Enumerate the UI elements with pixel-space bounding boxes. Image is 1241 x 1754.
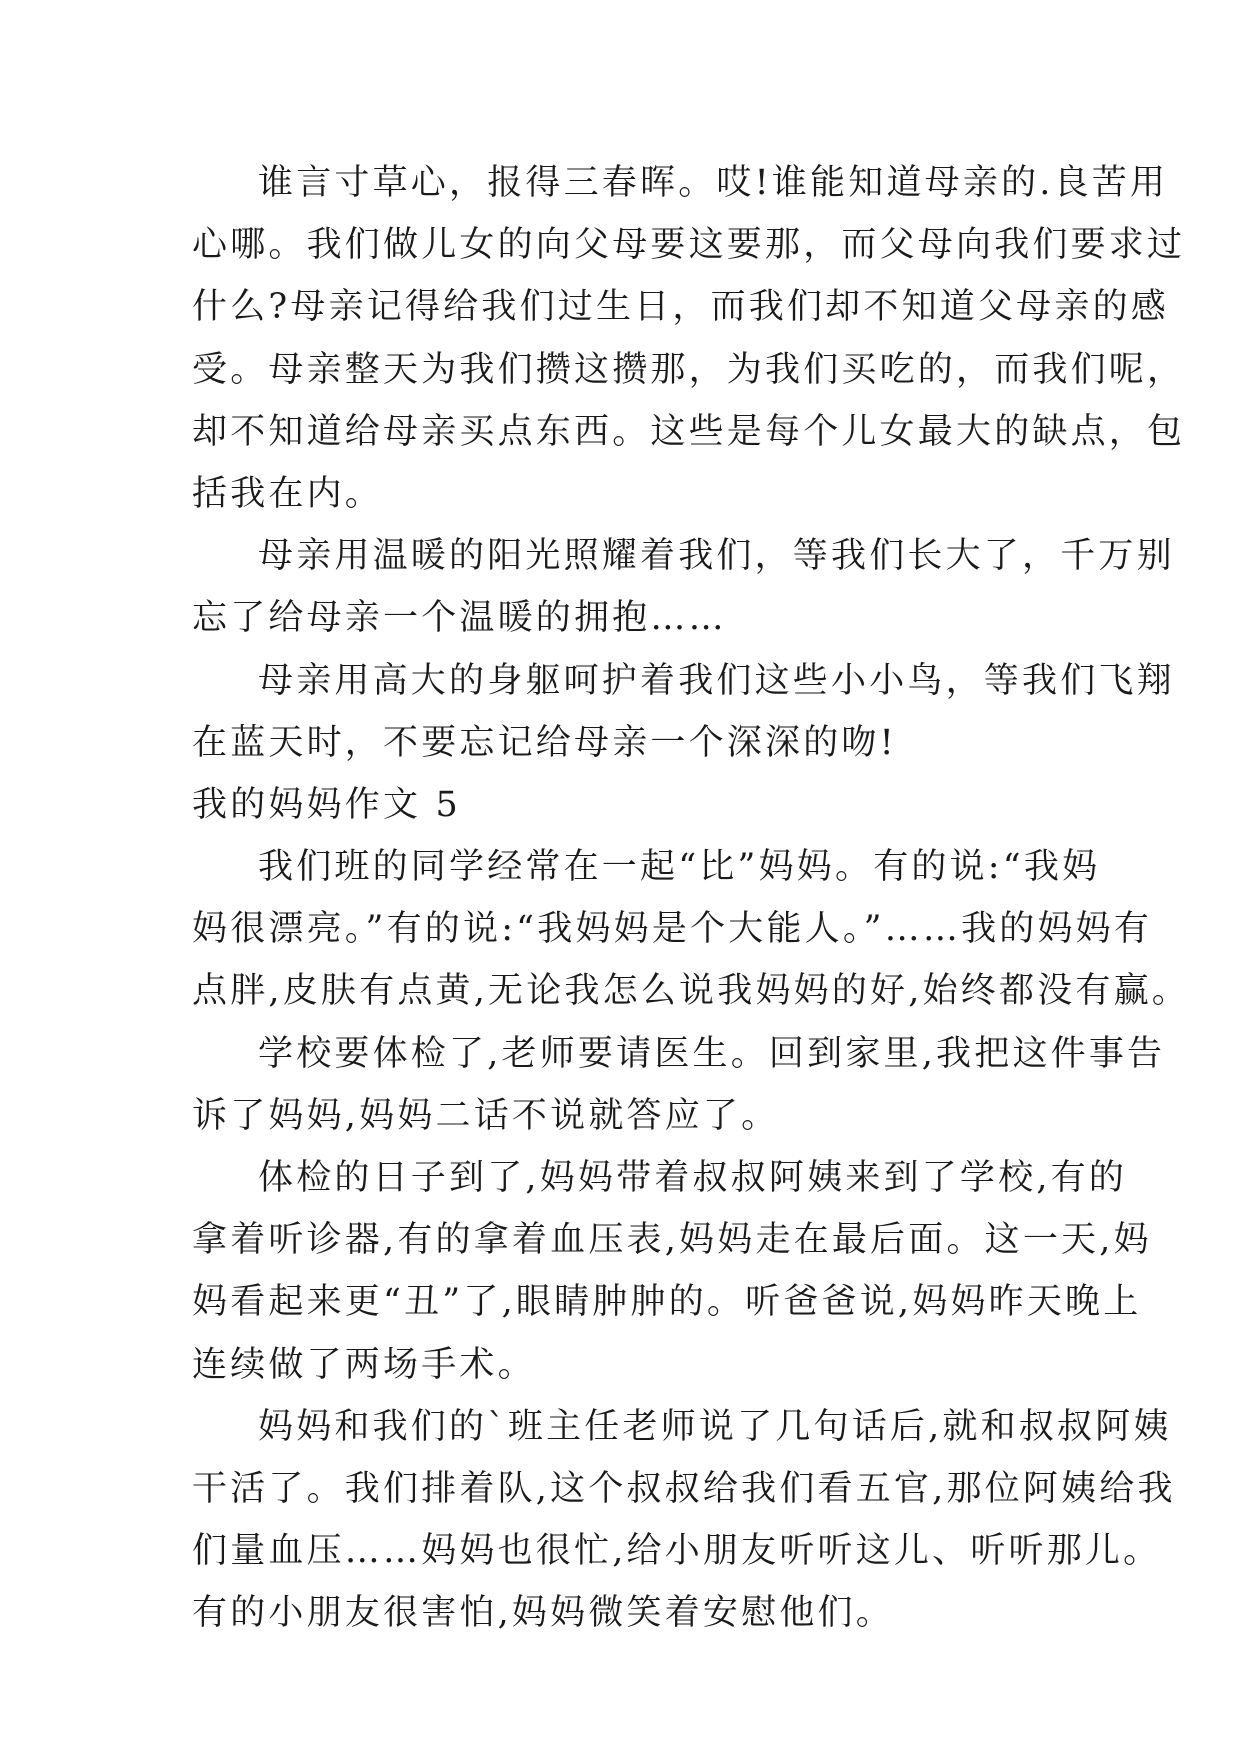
paragraph-line: 在蓝天时，不要忘记给母亲一个深深的吻! [192,722,897,763]
paragraph-line: 妈妈和我们的`班主任老师说了几句话后,就和叔叔阿姨 [258,1406,1172,1447]
paragraph-line: 我们班的同学经常在一起“比”妈妈。有的说:“我妈 [258,847,1101,888]
paragraph-line: 什么?母亲记得给我们过生日，而我们却不知道父母亲的感 [192,287,1169,328]
paragraph-line: 妈很漂亮。”有的说:“我妈妈是个大能人。”……我的妈妈有 [192,909,1153,950]
paragraph-line: 受。母亲整天为我们攒这攒那，为我们买吃的，而我们呢， [192,349,1186,390]
paragraph-line: 们量血压……妈妈也很忙,给小朋友听听这儿、听听那儿。 [192,1531,1162,1572]
paragraph-line: 诉了妈妈,妈妈二话不说就答应了。 [192,1095,780,1136]
paragraph-line: 括我在内。 [192,473,384,514]
paragraph-line: 心哪。我们做儿女的向父母要这要那，而父母向我们要求过 [192,225,1186,266]
paragraph-line: 学校要体检了,老师要请医生。回到家里,我把这件事告 [258,1033,1166,1074]
paragraph-line: 体检的日子到了,妈妈带着叔叔阿姨来到了学校,有的 [258,1158,1128,1198]
paragraph-line: 干活了。我们排着队,这个叔叔给我们看五官,那位阿姨给我 [192,1468,1176,1509]
paragraph-line: 却不知道给母亲买点东西。这些是每个儿女最大的缺点，包 [192,411,1186,452]
paragraph-line: 妈看起来更“丑”了,眼睛肿肿的。听爸爸说,妈妈昨天晚上 [192,1282,1142,1323]
paragraph-line: 母亲用温暖的阳光照耀着我们，等我们长大了，千万别 [258,536,1175,577]
paragraph-line: 有的小朋友很害怕,妈妈微笑着安慰他们。 [192,1593,894,1634]
document-body [192,152,1190,1645]
paragraph-line: 点胖,皮肤有点黄,无论我怎么说我妈妈的好,始终都没有赢。 [192,971,1190,1012]
paragraph-line: 忘了给母亲一个温暖的拥抱…… [192,598,727,639]
paragraph-line: 连续做了两场手术。 [192,1344,536,1385]
section-heading: 我的妈妈作文 5 [192,784,461,825]
paragraph-line: 拿着听诊器,有的拿着血压表,妈妈走在最后面。这一天,妈 [192,1220,1152,1261]
paragraph-line: 谁言寸草心，报得三春晖。哎!谁能知道母亲的.良苦用 [258,163,1169,203]
paragraph-line: 母亲用高大的身躯呵护着我们这些小小鸟，等我们飞翔 [258,660,1175,701]
